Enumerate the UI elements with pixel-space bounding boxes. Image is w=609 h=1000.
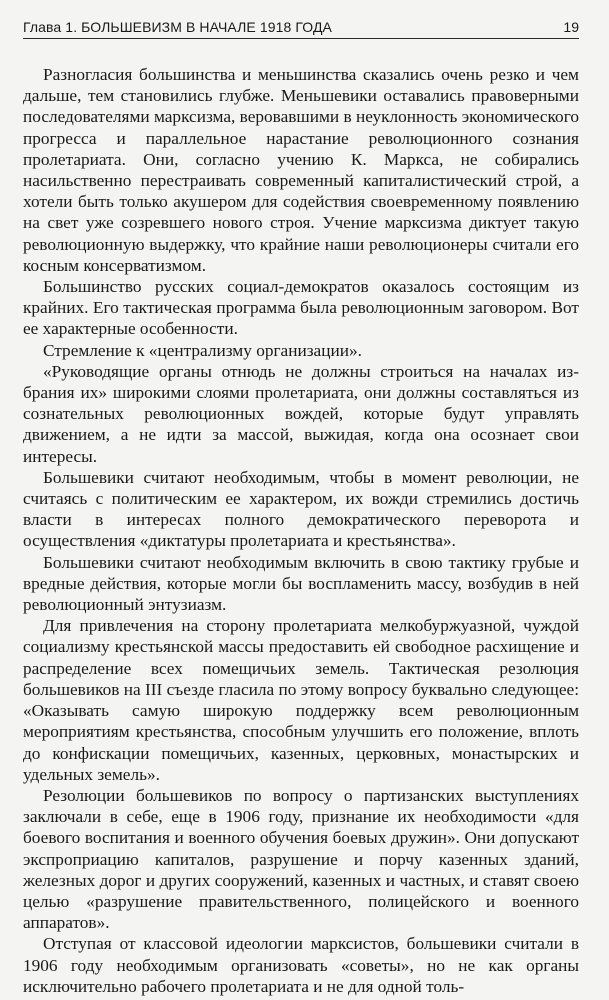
- paragraph: «Руководящие органы отнюдь не должны строиться на началах избрания их» широкими слоями пролетариата, они должны составляться из сознательных революционных вождей, которые будут управлять движением, а не идти за массой, выжидая, когда она осознает свои интересы.: [23, 361, 579, 466]
- body-text: [23, 64, 579, 997]
- running-header: [23, 18, 579, 39]
- paragraph: Большевики считают необходимым включить в свою тактику грубые и вредные действия, которые могли бы воспламенить массу, возбудив в ней революционный энтузиазм.: [23, 552, 579, 615]
- running-title: Глава 1. БОЛЬШЕВИЗМ В НАЧАЛЕ 1918 ГОДА: [23, 19, 332, 35]
- paragraph: Разногласия большинства и меньшинства сказались очень резко и чем дальше, тем становились глубже. Меньшевики оставались правоверными последователями марксизма, веровавшими в неуклонность экономического прогресса и параллельное нарастание революционного сознания пролетариата. Они, согласно учению К. Маркса, не собирались насильственно перестраивать современный капиталистический строй, а хотели быть только акушером для содействия своевременному появлению на свет уже созревшего нового строя. Учение марксизма диктует такую революционную выдержку, что крайние наши революционеры считали его косным консерватизмом.: [23, 65, 579, 275]
- paragraph: Большевики считают необходимым, чтобы в момент революции, не считаясь с политическим ее характером, их вожди стремились достичь власти в интересах полного демократического переворота и осуществления «диктатуры пролетариата и крестьянства».: [23, 467, 579, 551]
- paragraph: Для привлечения на сторону пролетариата мелкобуржуазной, чуждой социализму крестьянской массы предоставить ей свободное расхищение и распределение всех помещичьих земель. Тактическая резолюция большевиков на III съезде гласила по этому вопросу буквально следующее: «Оказывать самую широкую поддержку всем революционным мероприятиям крестьянства, способным улучшить его положение, вплоть до конфискации помещичьих, казенных, церковных, монастырских и удельных земель».: [23, 616, 579, 784]
- paragraph: Большинство русских социал-демократов оказалось состоящим из крайних. Его тактическая программа была революционным заговором. Вот ее характерные особенности.: [23, 277, 579, 339]
- paragraph: Отступая от классовой идеологии марксистов, большевики считали в 1906 году необходимым организовать «советы», но не как органы исключительно рабочего пролетариата и не для одной толь-: [23, 934, 579, 996]
- paragraph: Стремление к «централизму организации».: [43, 340, 362, 360]
- paragraph: Резолюции большевиков по вопросу о партизанских выступлениях заключали в себе, еще в 1906 году, признание их необходимости «для боевого воспитания и военного обучения боевых дружин». Они допускают экспроприацию капиталов, разрушение и порчу казенных зданий, железных дорог и других сооружений, казенных и частных, и ставят своею целью «разрушение правительственного, полицейского и военного аппаратов».: [23, 785, 579, 933]
- page-number: 19: [563, 19, 579, 35]
